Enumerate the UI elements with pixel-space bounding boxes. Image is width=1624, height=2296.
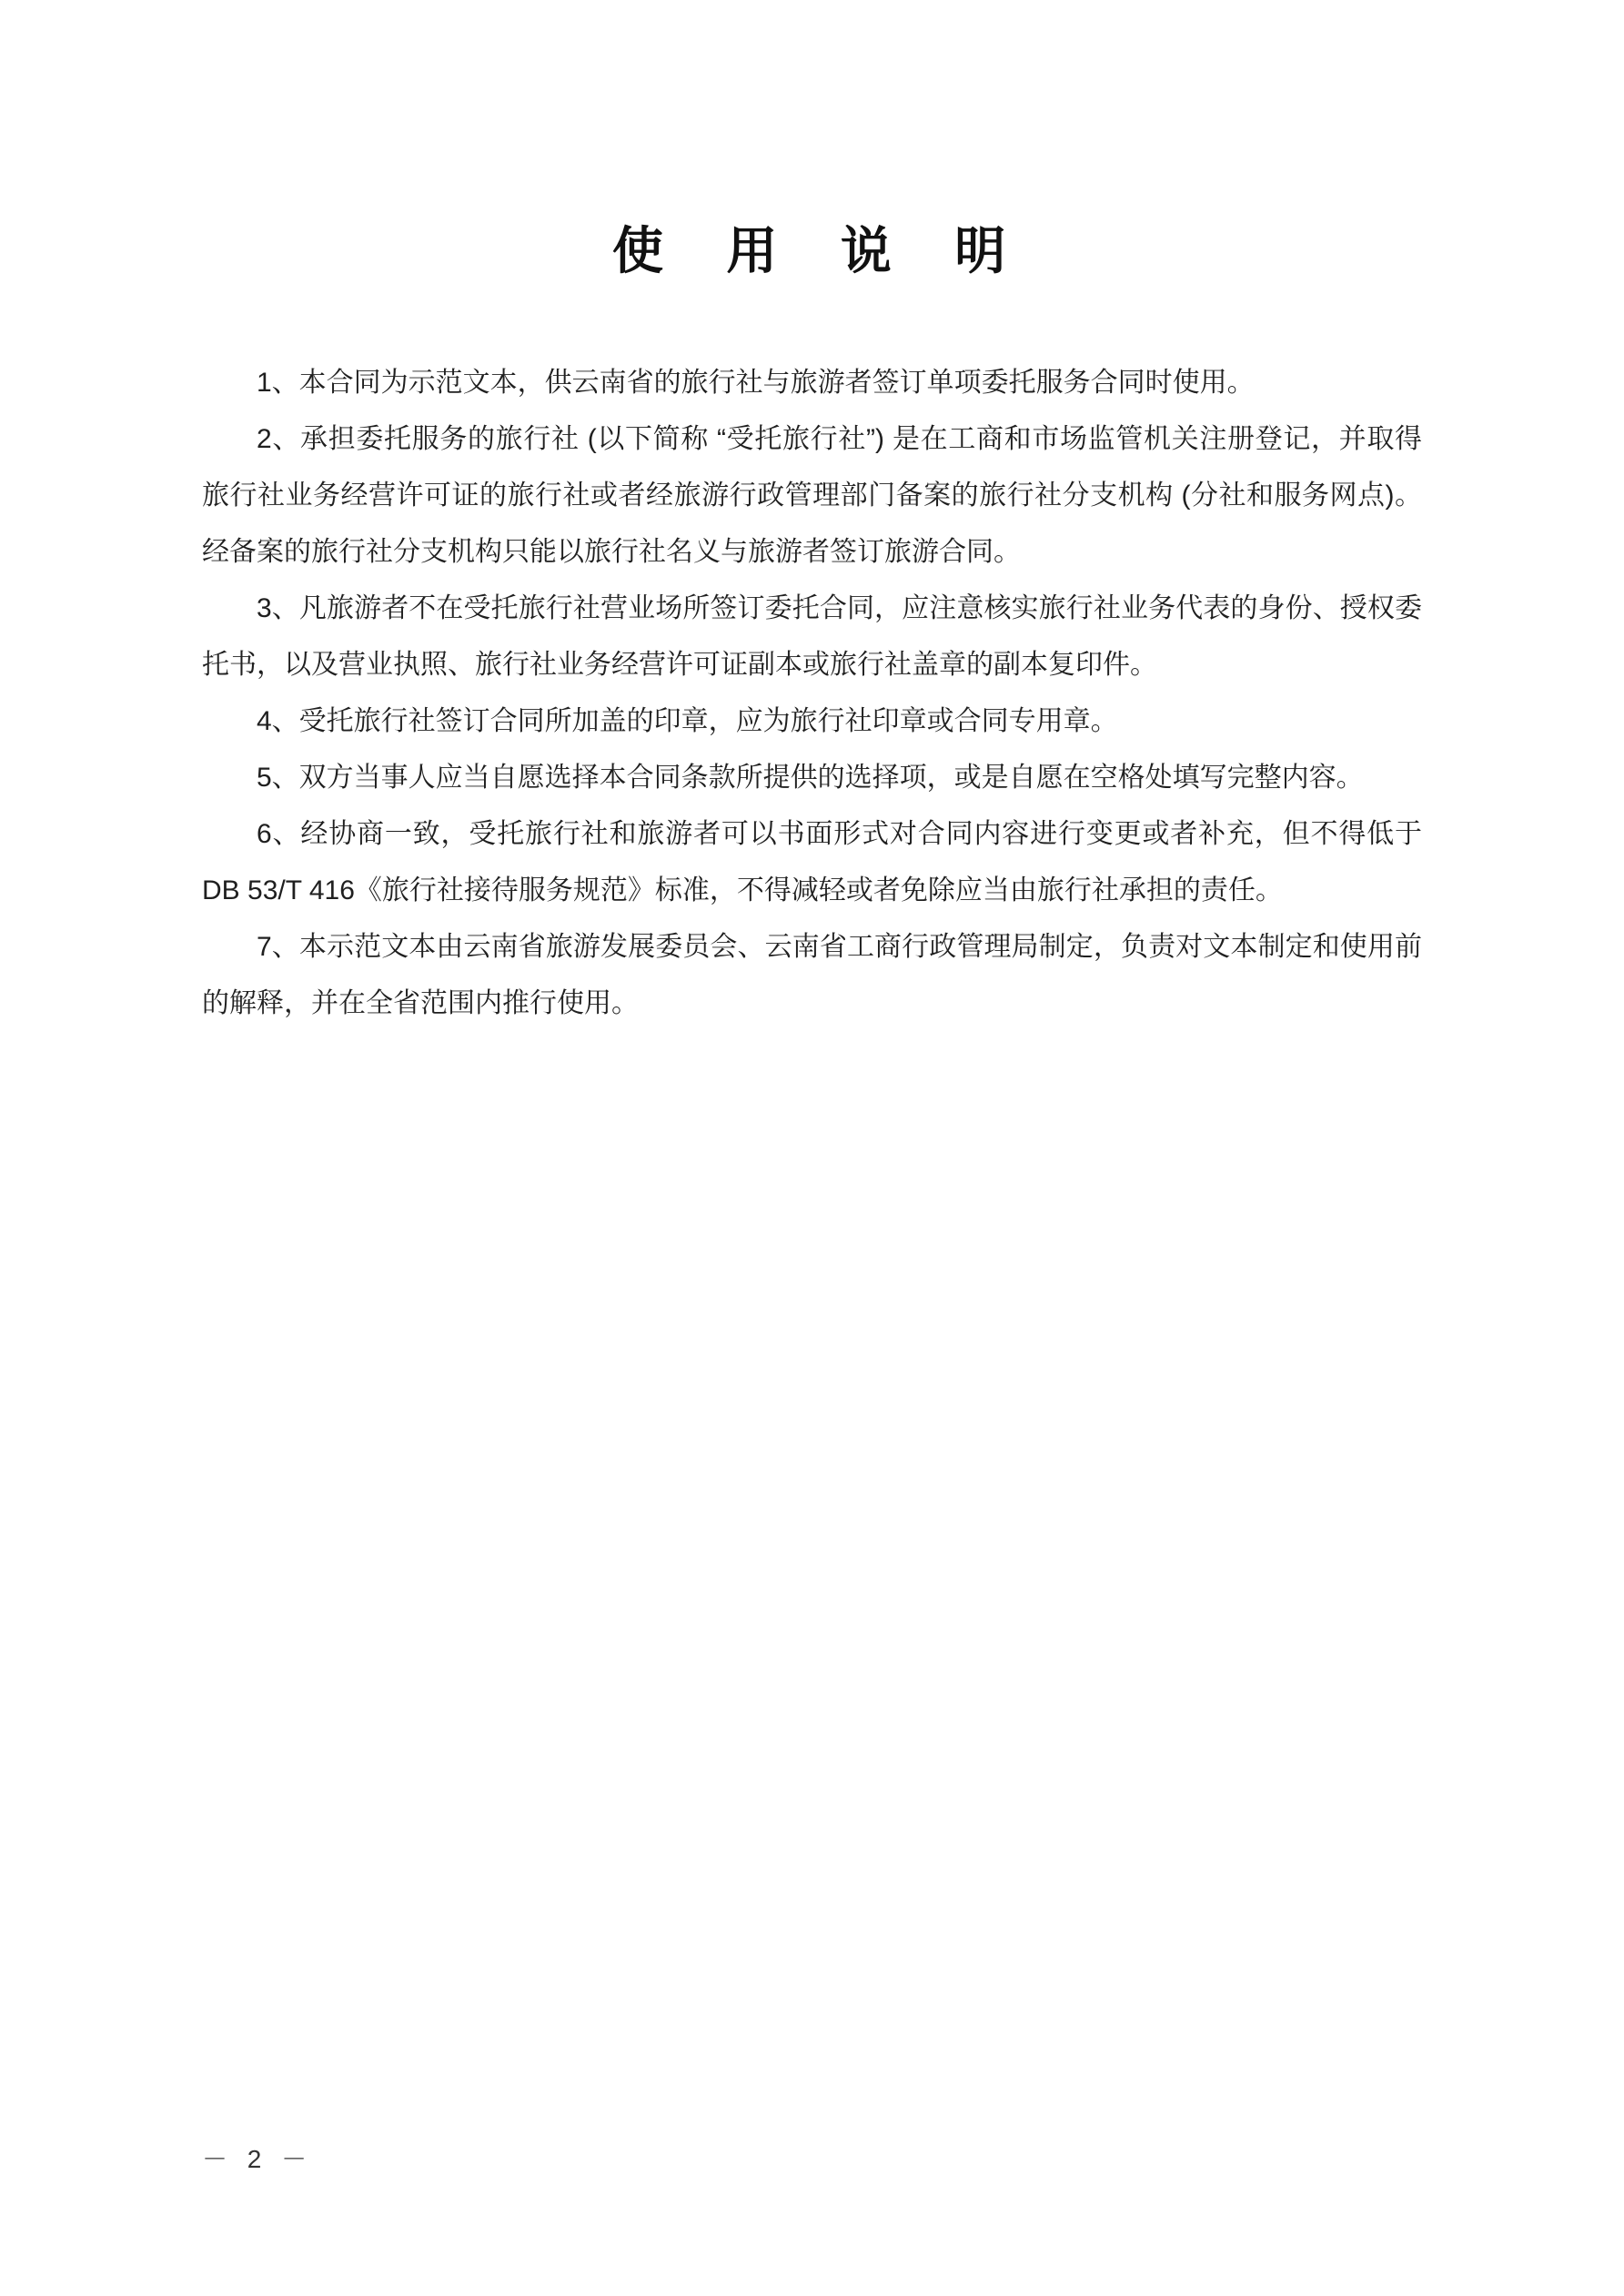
paragraph-2: 2、承担委托服务的旅行社 (以下简称 “受托旅行社”) 是在工商和市场监管机关注册登记，并取得旅行社业务经营许可证的旅行社或者经旅游行政管理部门备案的旅行社分支机构 (分社和服务网点)。经备案的旅行社分支机构只能以旅行社名义与旅游者签订旅游合同。 [202,424,1422,567]
page-number: － 2 － [202,2145,314,2173]
paragraph-6: 6、经协商一致，受托旅行社和旅游者可以书面形式对合同内容进行变更或者补充，但不得低于 DB 53/T 416《旅行社接待服务规范》标准，不得减轻或者免除应当由旅行社承担的责任。 [202,819,1422,905]
paragraph-5: 5、双方当事人应当自愿选择本合同条款所提供的选择项，或是自愿在空格处填写完整内容。 [257,763,1364,793]
page-title: 使 用 说 明 [611,222,1013,279]
paragraph-4: 4、受托旅行社签订合同所加盖的印章，应为旅行社印章或合同专用章。 [257,706,1118,736]
paragraph-3: 3、凡旅游者不在受托旅行社营业场所签订委托合同，应注意核实旅行社业务代表的身份、授权委托书，以及营业执照、旅行社业务经营许可证副本或旅行社盖章的副本复印件。 [202,593,1422,680]
document-body [202,355,1422,1032]
paragraph-1: 1、本合同为示范文本，供云南省的旅行社与旅游者签订单项委托服务合同时使用。 [257,368,1255,398]
paragraph-7: 7、本示范文本由云南省旅游发展委员会、云南省工商行政管理局制定，负责对文本制定和使用前的解释，并在全省范围内推行使用。 [202,932,1422,1018]
